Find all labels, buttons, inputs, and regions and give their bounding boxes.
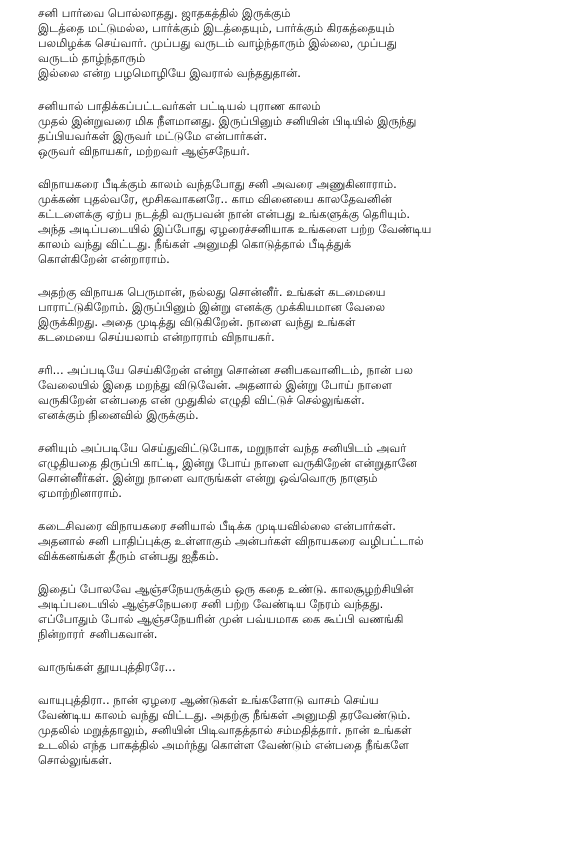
paragraph — [38, 363, 558, 423]
text-line: ஏமாற்றினாராம். — [38, 486, 122, 500]
text-line: வேலையில் இதை மறந்து விடுவேன். அதனால் இன்று போய் நாளை — [38, 378, 393, 392]
text-line: எழுதியதை திருப்பி காட்டி, இன்று போய் நாளை வருகிறேன் என்றுதானே — [38, 456, 417, 470]
text-line: முக்கண் புதல்வரே, மூசிகவாகனரே.. காம வினையை காலதேவனின் — [38, 192, 392, 206]
text-line: தப்பியவர்கள் இருவர் மட்டுமே என்பார்கள். — [38, 129, 268, 143]
text-line: சனியும் அப்படியே செய்துவிட்டுபோக, மறுநாள் வந்த சனியிடம் அவர் — [38, 441, 407, 455]
text-line: சொல்லுங்கள். — [38, 753, 113, 767]
text-line: சரி... அப்படியே செய்கிறேன் என்று சொன்ன சனிபகவானிடம், நான் பல — [38, 363, 413, 377]
text-line: முதலில் மறுத்தாலும், சனியின் பிடிவாதத்தால் சம்மதித்தார். நான் உங்கள் — [38, 723, 412, 737]
document-body — [38, 6, 558, 786]
text-line: எனக்கும் நினைவில் இருக்கும். — [38, 408, 199, 422]
text-line: காலம் வந்து விட்டது. நீங்கள் அனுமதி கொடுத்தால் பீடித்துக் — [38, 237, 352, 251]
text-line: இதைப் போலவே ஆஞ்சநேயருக்கும் ஒரு கதை உண்டு. காலசூழற்சியின் — [38, 582, 414, 596]
paragraph — [38, 285, 558, 345]
paragraph — [38, 441, 558, 501]
text-line: வாருங்கள் தூயபுத்திரரே... — [38, 660, 176, 674]
paragraph — [38, 519, 558, 564]
text-line: அந்த அடிப்படையில் இப்போது ஏழரைச்சனியாக உங்களை பற்ற வேண்டிய — [38, 222, 432, 236]
paragraph — [38, 582, 558, 642]
text-line: சொன்னீர்கள். இன்று நாளை வாருங்கள் என்று ஒவ்வொரு நாளும் — [38, 471, 378, 485]
text-line: அடிப்படையில் ஆஞ்சநேயரை சனி பற்ற வேண்டிய நேரம் வந்தது. — [38, 597, 384, 611]
text-line: வருகிறேன் என்பதை என் முதுகில் எழுதி விட்டுச் செல்லுங்கள். — [38, 393, 365, 407]
text-line: அதற்கு விநாயக பெருமான், நல்லது சொன்னீர். உங்கள் கடமையை — [38, 285, 386, 299]
text-line: முதல் இன்றுவரை மிக நீளமானது. இருப்பினும் சனியின் பிடியில் இருந்து — [38, 114, 417, 128]
text-line: இருக்கிறது. அதை முடித்து விடுகிறேன். நாளை வந்து உங்கள் — [38, 315, 356, 329]
text-line: ஒருவர் விநாயகர், மற்றவர் ஆஞ்சநேயர். — [38, 144, 250, 158]
text-line: பாராட்டுகிறோம். இருப்பினும் இன்று எனக்கு முக்கியமான வேலை — [38, 300, 386, 314]
text-line: நின்றாரா் சனிபகவான். — [38, 627, 158, 641]
text-line: உடலில் எந்த பாகத்தில் அமர்ந்து கொள்ள வேண்டும் என்பதை நீங்களே — [38, 738, 409, 752]
text-line: கடமையை செய்யலாம் என்றாராம் விநாயகர். — [38, 330, 275, 344]
paragraph — [38, 693, 558, 768]
text-line: வேண்டிய காலம் வந்து விட்டது. அதற்கு நீங்கள் அனுமதி தரவேண்டும். — [38, 708, 411, 722]
text-line: வாயுபுத்திரா.. நான் ஏழரை ஆண்டுகள் உங்களோடு வாசம் செய்ய — [38, 693, 379, 707]
text-line: பலமிழக்க செய்வார். முப்பது வருடம் வாழ்ந்தாரும் இல்லை, முப்பது — [38, 36, 397, 50]
paragraph — [38, 177, 558, 267]
text-line: இடத்தை மட்டுமல்ல, பார்க்கும் இடத்தையும், பார்க்கும் கிரகத்தையும் — [38, 21, 395, 35]
text-line: அதனால் சனி பாதிப்புக்கு உள்ளாகும் அன்பர்கள் விநாயகரை வழிபட்டால் — [38, 534, 424, 548]
text-line: விக்கனங்கள் தீரும் என்பது ஐதீகம். — [38, 549, 219, 563]
paragraph — [38, 6, 558, 81]
text-line: சனியால் பாதிக்கப்பட்டவர்கள் பட்டியல் புராண காலம் — [38, 99, 321, 113]
text-line: கடைசிவரை விநாயகரை சனியால் பீடிக்க முடியவில்லை என்பார்கள். — [38, 519, 396, 533]
paragraph — [38, 99, 558, 159]
text-line: விநாயகரை பீடிக்கும் காலம் வந்தபோது சனி அவரை அணுகினாராம். — [38, 177, 397, 191]
text-line: இல்லை என்ற பழமொழியே இவரால் வந்ததுதான். — [38, 66, 301, 80]
text-line: கொள்கிறேன் என்றாராம். — [38, 252, 170, 266]
text-line: வருடம் தாழ்ந்தாரும் — [38, 51, 146, 65]
text-line: எப்போதும் போல் ஆஞ்சநேயரின் முன் பவ்யமாக கை கூப்பி வணங்கி — [38, 612, 404, 626]
text-line: சனி பார்வை பொல்லாதது. ஜாதகத்தில் இருக்கும் — [38, 6, 291, 20]
paragraph — [38, 660, 558, 675]
text-line: கட்டளைக்கு ஏற்ப நடத்தி வருபவன் நான் என்பது உங்களுக்கு தெரியும். — [38, 207, 411, 221]
